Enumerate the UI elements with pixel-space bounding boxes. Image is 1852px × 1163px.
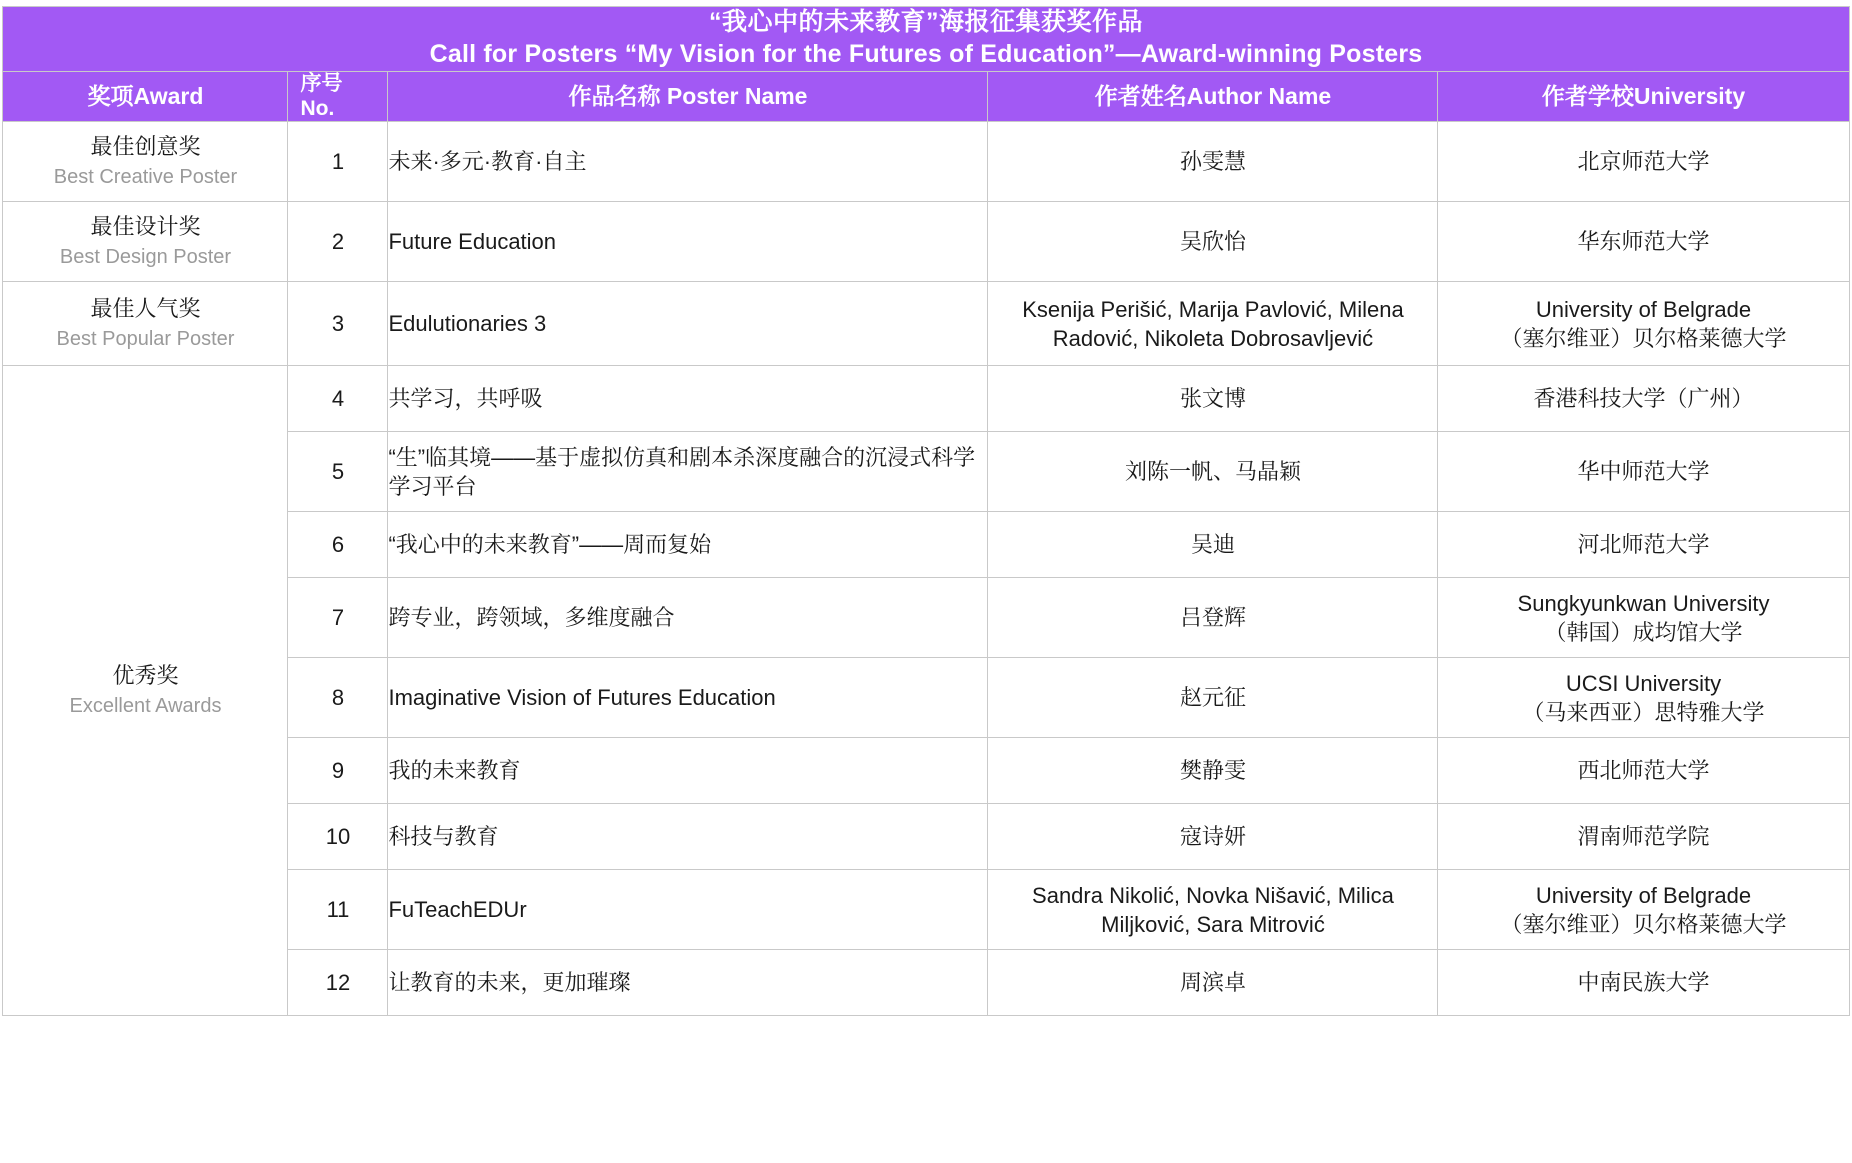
- table-row: [3, 366, 1849, 432]
- row-university: 华中师范大学: [1438, 432, 1849, 512]
- row-poster-name: Imaginative Vision of Futures Education: [388, 658, 988, 738]
- document-title: [3, 7, 1849, 72]
- award-table: [2, 6, 1849, 1016]
- award-label-zh: 优秀奖: [112, 663, 179, 689]
- row-university: 华东师范大学: [1438, 202, 1849, 282]
- column-header-no-line2: No.: [300, 96, 335, 120]
- row-university: [1438, 658, 1849, 738]
- row-author-name: 吕登辉: [988, 578, 1438, 658]
- award-label-zh: 最佳设计奖: [90, 214, 201, 240]
- row-university: 北京师范大学: [1438, 122, 1849, 202]
- row-university: 中南民族大学: [1438, 950, 1849, 1016]
- row-author-name: 吴迪: [988, 512, 1438, 578]
- row-no: 2: [288, 202, 388, 282]
- row-poster-name: 共学习，共呼吸: [388, 366, 988, 432]
- award-label-zh: 最佳创意奖: [90, 134, 201, 160]
- row-author-name: 张文博: [988, 366, 1438, 432]
- row-university-line2: （塞尔维亚）贝尔格莱德大学: [1500, 911, 1787, 937]
- row-university: [1438, 282, 1849, 366]
- row-university-line1: UCSI University: [1565, 670, 1722, 696]
- row-no: 11: [288, 870, 388, 950]
- row-university: [1438, 578, 1849, 658]
- row-university: 渭南师范学院: [1438, 804, 1849, 870]
- table-header-row: [3, 71, 1849, 122]
- table-row: [3, 282, 1849, 366]
- column-header-no: [288, 71, 388, 122]
- row-author-name: 周滨卓: [988, 950, 1438, 1016]
- award-label-en: Excellent Awards: [69, 695, 222, 718]
- column-header-no-line1: 序号: [300, 71, 343, 95]
- column-header-author-name: 作者姓名Author Name: [988, 71, 1438, 122]
- row-author-name: Ksenija Perišić, Marija Pavlović, Milena Radović, Nikoleta Dobrosavljević: [988, 282, 1438, 366]
- row-no: 3: [288, 282, 388, 366]
- award-category-excellent: [3, 366, 288, 1016]
- row-no: 9: [288, 738, 388, 804]
- row-no: 1: [288, 122, 388, 202]
- row-university: 西北师范大学: [1438, 738, 1849, 804]
- row-university-line2: （塞尔维亚）贝尔格莱德大学: [1500, 325, 1787, 351]
- row-no: 6: [288, 512, 388, 578]
- row-poster-name: 科技与教育: [388, 804, 988, 870]
- award-label-zh: 最佳人气奖: [90, 296, 201, 322]
- row-no: 4: [288, 366, 388, 432]
- title-chinese: “我心中的未来教育”海报征集获奖作品: [708, 8, 1143, 36]
- row-author-name: 孙雯慧: [988, 122, 1438, 202]
- award-category-best-popular: [3, 282, 288, 366]
- row-author-name: Sandra Nikolić, Novka Nišavić, Milica Miljković, Sara Mitrović: [988, 870, 1438, 950]
- table-title-row: [3, 7, 1849, 72]
- award-label-en: Best Popular Poster: [56, 328, 235, 351]
- row-author-name: 寇诗妍: [988, 804, 1438, 870]
- award-category-best-creative: [3, 122, 288, 202]
- row-poster-name: 我的未来教育: [388, 738, 988, 804]
- row-author-name: 赵元征: [988, 658, 1438, 738]
- row-university-line2: （马来西亚）思特雅大学: [1522, 699, 1765, 725]
- column-header-award: 奖项Award: [3, 71, 288, 122]
- row-university-line1: University of Belgrade: [1535, 882, 1752, 908]
- row-university-line1: University of Belgrade: [1535, 296, 1752, 322]
- row-poster-name: Edulutionaries 3: [388, 282, 988, 366]
- row-poster-name: 未来·多元·教育·自主: [388, 122, 988, 202]
- row-university: 河北师范大学: [1438, 512, 1849, 578]
- table-row: [3, 122, 1849, 202]
- row-author-name: 樊静雯: [988, 738, 1438, 804]
- award-category-best-design: [3, 202, 288, 282]
- row-poster-name: 跨专业，跨领域，多维度融合: [388, 578, 988, 658]
- row-author-name: 吴欣怡: [988, 202, 1438, 282]
- award-label-en: Best Creative Poster: [53, 166, 238, 189]
- row-university: [1438, 870, 1849, 950]
- row-university-line2: （韩国）成均馆大学: [1544, 619, 1743, 645]
- row-no: 5: [288, 432, 388, 512]
- table-row: [3, 202, 1849, 282]
- row-no: 10: [288, 804, 388, 870]
- title-english: Call for Posters “My Vision for the Futures of Education”—Award-winning Posters: [429, 40, 1423, 69]
- row-poster-name: “我心中的未来教育”——周而复始: [388, 512, 988, 578]
- row-no: 7: [288, 578, 388, 658]
- row-university-line1: Sungkyunkwan University: [1517, 590, 1770, 616]
- row-university: 香港科技大学（广州）: [1438, 366, 1849, 432]
- row-poster-name: 让教育的未来，更加璀璨: [388, 950, 988, 1016]
- column-header-university: 作者学校University: [1438, 71, 1849, 122]
- column-header-poster-name: 作品名称 Poster Name: [388, 71, 988, 122]
- row-poster-name: FuTeachEDUr: [388, 870, 988, 950]
- award-label-en: Best Design Poster: [59, 246, 232, 269]
- row-no: 8: [288, 658, 388, 738]
- row-no: 12: [288, 950, 388, 1016]
- row-poster-name: Future Education: [388, 202, 988, 282]
- row-poster-name: “生”临其境——基于虚拟仿真和剧本杀深度融合的沉浸式科学学习平台: [388, 432, 988, 512]
- row-author-name: 刘陈一帆、马晶颖: [988, 432, 1438, 512]
